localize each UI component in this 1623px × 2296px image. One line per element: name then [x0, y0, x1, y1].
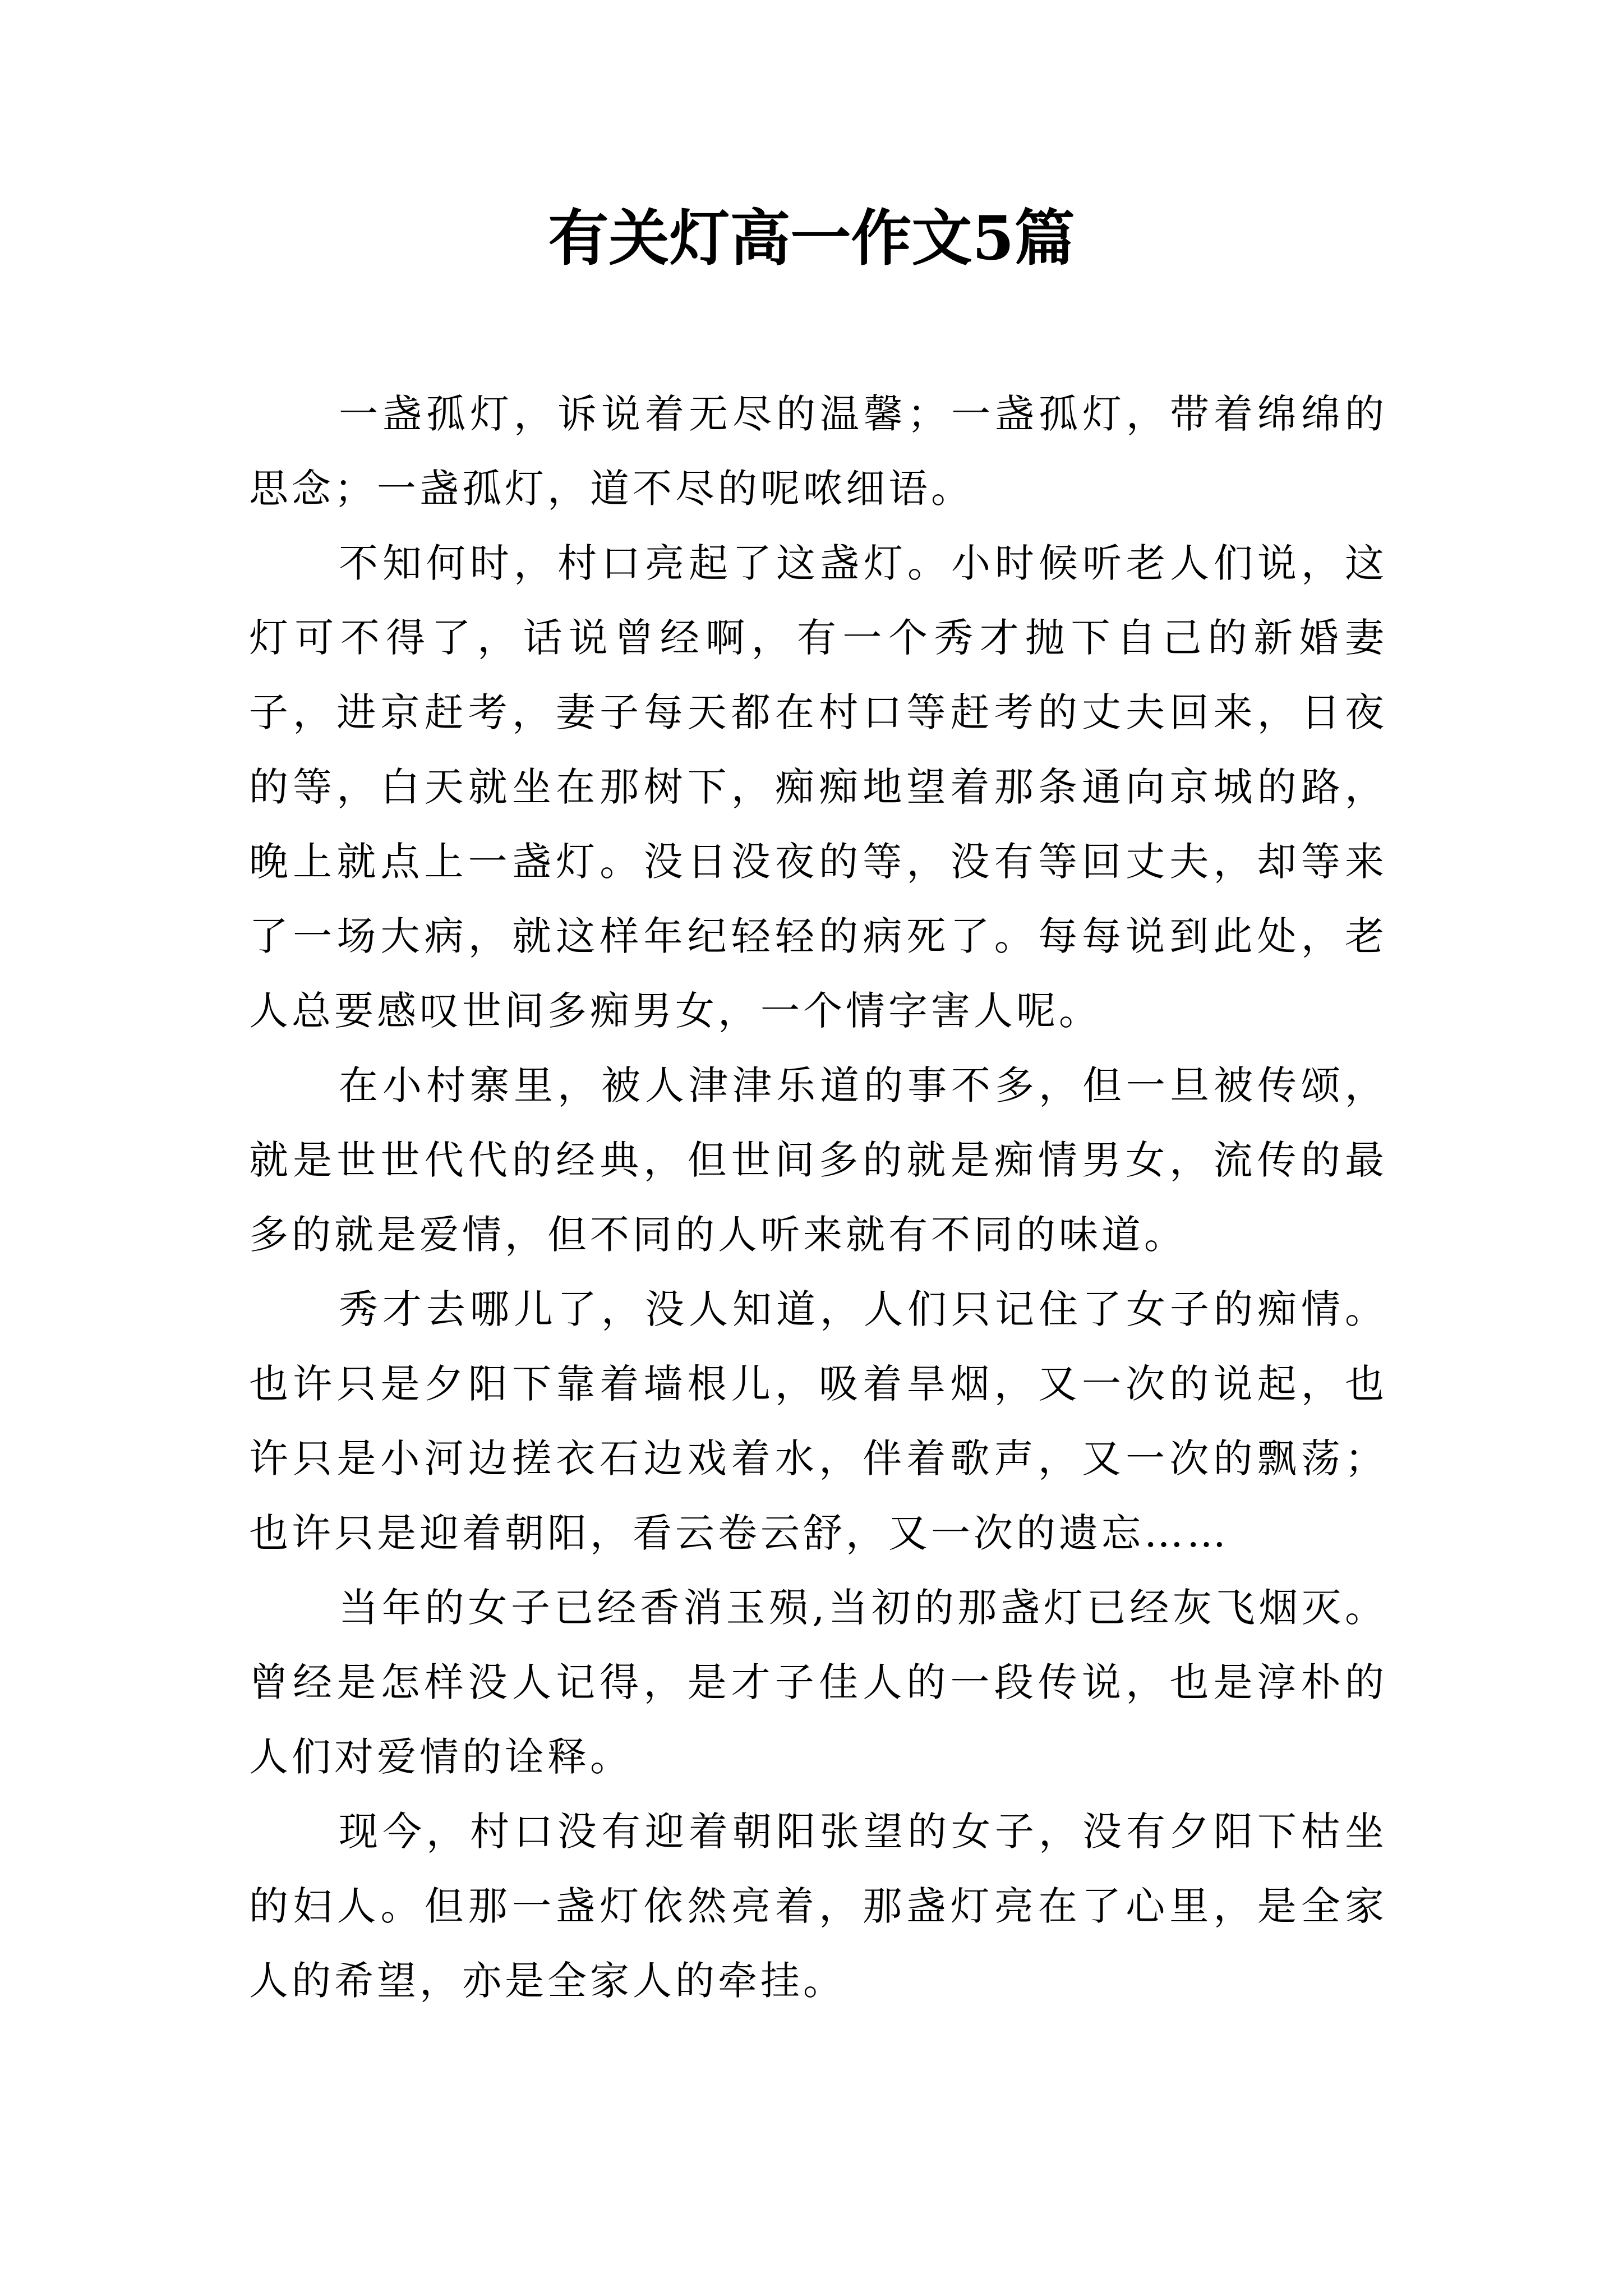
paragraph: 现今，村口没有迎着朝阳张望的女子，没有夕阳下枯坐的妇人。但那一盏灯依然亮着，那盏灯亮在了心里，是全家人的希望，亦是全家人的牵挂。: [249, 1809, 1387, 2004]
paragraph: 在小村寨里，被人津津乐道的事不多，但一旦被传颂，就是世世代代的经典，但世间多的就是痴情男女，流传的最多的就是爱情，但不同的人听来就有不同的味道。: [249, 1062, 1387, 1258]
paragraph: 不知何时，村口亮起了这盏灯。小时候听老人们说，这灯可不得了，话说曾经啊，有一个秀才抛下自己的新婚妻子，进京赶考，妻子每天都在村口等赶考的丈夫回来，日夜的等，白天就坐在那树下，痴痴地望着那条通向京城的路，晚上就点上一盏灯。没日没夜的等，没有等回丈夫，却等来了一场大病，就这样年纪轻轻的病死了。每每说到此处，老人总要感叹世间多痴男女，一个情字害人呢。: [249, 540, 1387, 1034]
paragraph: 当年的女子已经香消玉殒,当初的那盏灯已经灰飞烟灭。曾经是怎样没人记得，是才子佳人的一段传说，也是淳朴的人们对爱情的诠释。: [249, 1585, 1387, 1780]
document-title: 有关灯高一作文5篇: [548, 203, 1075, 274]
paragraph: 秀才去哪儿了，没人知道，人们只记住了女子的痴情。也许只是夕阳下靠着墙根儿，吸着旱烟，又一次的说起，也许只是小河边搓衣石边戏着水，伴着歌声，又一次的飘荡；也许只是迎着朝阳，看云卷云舒，又一次的遗忘……: [249, 1286, 1387, 1556]
document-body: [249, 377, 1387, 2018]
paragraph: 一盏孤灯，诉说着无尽的温馨；一盏孤灯，带着绵绵的思念；一盏孤灯，道不尽的呢哝细语。: [249, 391, 1387, 512]
